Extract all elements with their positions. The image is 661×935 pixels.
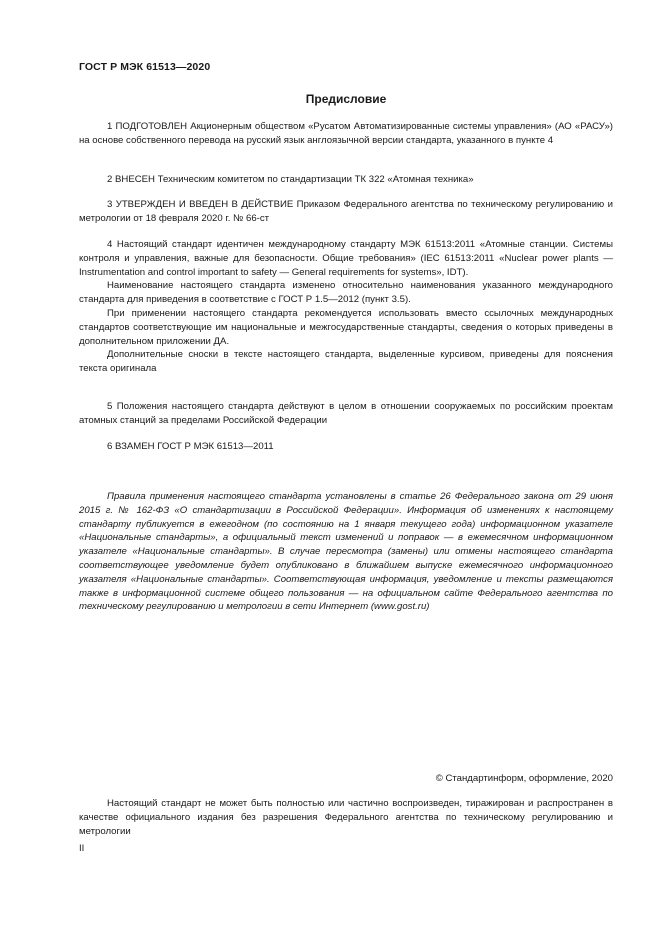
section-6-text: 6 ВЗАМЕН ГОСТ Р МЭК 61513—2011 (107, 441, 274, 452)
section-2-text: 2 ВНЕСЕН Техническим комитетом по стандартизации ТК 322 «Атомная техника» (107, 174, 474, 185)
section-6 (79, 440, 613, 454)
section-4-text-a: 4 Настоящий стандарт идентичен международному стандарту МЭК 61513:2011 «Атомные станции. Системы контроля и управления, важные для безопасности. Общие требования» (IEC 61513:2011 «Nuclear power plants — Instrumentation and control important to safety — General requirements for systems», IDT). (79, 239, 613, 278)
section-4-text-c: При применении настоящего стандарта рекомендуется использовать вместо ссылочных международных стандартов соответствующие им национальные и межгосударственные стандарты, сведения о которых приведены в дополнительном приложении ДА. (79, 307, 613, 347)
page-title: Предисловие (305, 92, 387, 106)
section-1 (79, 120, 613, 148)
section-3 (79, 198, 613, 226)
copyright-line: © Стандартинформ, оформление, 2020 (435, 773, 613, 784)
rules-note-text: Правила применения настоящего стандарта установлены в статье 26 Федерального закона от 29 июня 2015 г. № 162-ФЗ «О стандартизации в Российской Федерации». Информация об изменениях к настоящему стандарту публикуется в ежегодном (по состоянию на 1 января текущего года) информационном указателе «Национальные стандарты», а официальный текст изменений и поправок — в ежемесячном информационном указателе «Национальные стандарты». В случае пересмотра (замены) или отмены настоящего стандарта соответствующее уведомление будет опубликовано в ближайшем выпуске ежемесячного информационного указателя «Национальные стандарты». Соответствующая информация, уведомление и тексты размещаются также в информационной системе общего пользования — на официальном сайте Федерального агентства по техническому регулированию и метрологии в сети Интернет (www.gost.ru) (79, 491, 613, 613)
reproduction-note-text: Настоящий стандарт не может быть полностью или частично воспроизведен, тиражирован и распространен в качестве официального издания без разрешения Федерального агентства по техническому регулированию и метрологии (79, 798, 613, 837)
section-5 (79, 400, 613, 428)
section-5-text: 5 Положения настоящего стандарта действуют в целом в отношении сооружаемых по российским проектам атомных станций за пределами Российской Федерации (79, 401, 613, 426)
rules-note (79, 490, 613, 614)
reproduction-note (79, 797, 613, 838)
section-4-text-b: Наименование настоящего стандарта изменено относительно наименования указанного международного стандарта для приведения в соответствие с ГОСТ Р 1.5—2012 (пункт 3.5). (79, 280, 613, 306)
page-number: II (79, 843, 85, 854)
section-3-text: 3 УТВЕРЖДЕН И ВВЕДЕН В ДЕЙСТВИЕ Приказом Федерального агентства по техническому регулированию и метрологии от 18 февраля 2020 г. № 66-ст (79, 199, 613, 224)
document-header: ГОСТ Р МЭК 61513—2020 (79, 61, 211, 73)
section-4-text-d: Дополнительные сноски в тексте настоящего стандарта, выделенные курсивом, приведены для пояснения текста оригинала (79, 349, 613, 375)
section-1-text: 1 ПОДГОТОВЛЕН Акционерным обществом «Русатом Автоматизированные системы управления» (АО «РАСУ») на основе собственного перевода на русский язык англоязычной версии стандарта, указанного в пункте 4 (79, 121, 613, 146)
section-2 (79, 173, 613, 187)
section-4 (79, 238, 613, 376)
